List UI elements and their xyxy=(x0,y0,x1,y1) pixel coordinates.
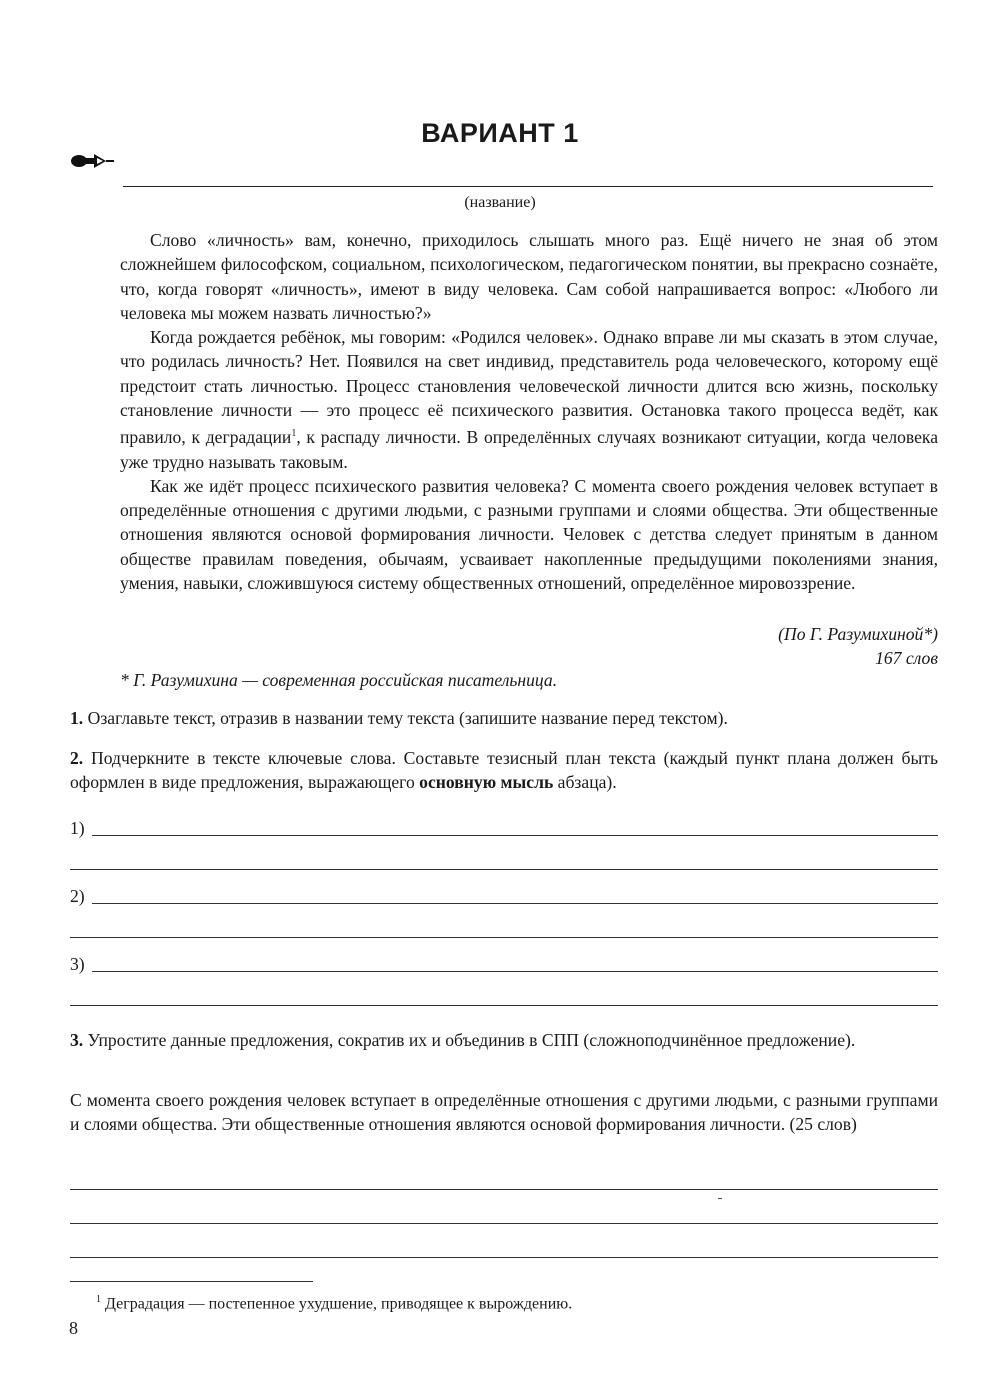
main-text xyxy=(120,228,938,595)
plan-item-2-number: 2) xyxy=(70,886,85,906)
paragraph-2-body: Когда рождается ребёнок, мы говорим: «Родился человек». Однако вправе ли мы сказать в этом случае, что родилась личность? Нет. Появился на свет индивид, представитель рода человеческого, которому ещё предстоит стать личностью. Процесс становления человеческой личности длится всю жизнь, поскольку становление личности — это процесс её психического развития. Остановка такого процесса ведёт, как правило, к деградации xyxy=(120,327,938,448)
title-caption: (название) xyxy=(464,194,536,211)
plan-item-2-line[interactable] xyxy=(92,903,938,904)
footnote xyxy=(96,1294,572,1313)
author-note: * Г. Разумихина — современная российская писательница. xyxy=(120,670,558,690)
task-3 xyxy=(70,1028,938,1052)
plan-item-3-line-2[interactable] xyxy=(70,1005,938,1006)
source-author: (По Г. Разумихиной*) xyxy=(778,624,938,644)
variant-title: ВАРИАНТ 1 xyxy=(421,118,579,148)
title-answer-line[interactable] xyxy=(123,186,933,187)
footnote-divider xyxy=(70,1281,313,1282)
plan-item-1-number: 1) xyxy=(70,818,85,838)
plan-item-3-line[interactable] xyxy=(92,971,938,972)
task-2-text-b: абзаца). xyxy=(557,772,617,793)
source-attribution xyxy=(120,622,938,671)
paragraph-3: Как же идёт процесс психического развития человека? С момента своего рождения человек вступает в определённые отношения с другими людьми, с разными группами и слоями общества. Эти общественные отношения являются основой формирования личности. Человек с детства следует принятым в данном обществе правилам поведения, обычаям, усваивает накопленные предыдущими поколениями знания, умения, навыки, сложившуюся систему общественных отношений, определённое мировоззрение. xyxy=(120,475,938,594)
plan-item-1-line-2[interactable] xyxy=(70,869,938,870)
page-number: 8 xyxy=(69,1318,78,1338)
word-count: 167 слов xyxy=(875,648,938,669)
plan-item-2-line-2[interactable] xyxy=(70,937,938,938)
plan-item-3-number: 3) xyxy=(70,954,85,974)
task-3-sentences: С момента своего рождения человек вступает в определённые отношения с другими людьми, с разными группами и слоями общества. Эти общественные отношения являются основой формирования личности. (25 слов) xyxy=(70,1090,938,1135)
task-2 xyxy=(70,746,938,795)
task-3-answer-line-2[interactable] xyxy=(70,1223,938,1224)
task-3-number: 3. xyxy=(70,1030,84,1050)
task-2-bold: основную мысль xyxy=(419,772,554,793)
paragraph-1: Слово «личность» вам, конечно, приходилось слышать много раз. Ещё ничего не зная об этом сложнейшем философском, социальном, психологическом, педагогическом понятии, вы прекрасно сознаёте, что, когда говорят «личность», имеют в виду человека. Сам собой напрашивается вопрос: «Любого ли человека мы можем назвать личностью?» xyxy=(120,230,938,323)
footnote-ref: 1 xyxy=(291,428,297,440)
footnote-text: Деградация — постепенное ухудшение, приводящее к вырождению. xyxy=(105,1295,573,1313)
paragraph-2-tail: , к распаду личности. В определённых случаях возникают ситуации, когда человека уже трудно называть таковым. xyxy=(120,427,938,472)
plan-item-1-line[interactable] xyxy=(92,835,938,836)
paragraph-2 xyxy=(120,325,938,474)
stray-mark xyxy=(718,1198,722,1199)
task-3-answer-line-3[interactable] xyxy=(70,1257,938,1258)
task-3-text: Упростите данные предложения, сократив их и объединив в СПП (сложноподчинённое предложение). xyxy=(87,1030,856,1050)
task-3-answer-line-1[interactable] xyxy=(70,1189,938,1190)
pen-nib-icon xyxy=(70,150,114,172)
task-2-text-a: Подчеркните в тексте ключевые слова. Составьте тезисный план текста (каждый пункт плана должен быть оформлен в виде предложения, выражающего xyxy=(70,748,939,793)
task-2-number: 2. xyxy=(70,748,84,768)
task-1 xyxy=(70,706,938,730)
task-1-number: 1. xyxy=(70,708,84,728)
footnote-number: 1 xyxy=(96,1294,101,1305)
task-1-text: Озаглавьте текст, отразив в названии тему текста (запишите название перед текстом). xyxy=(87,708,728,728)
